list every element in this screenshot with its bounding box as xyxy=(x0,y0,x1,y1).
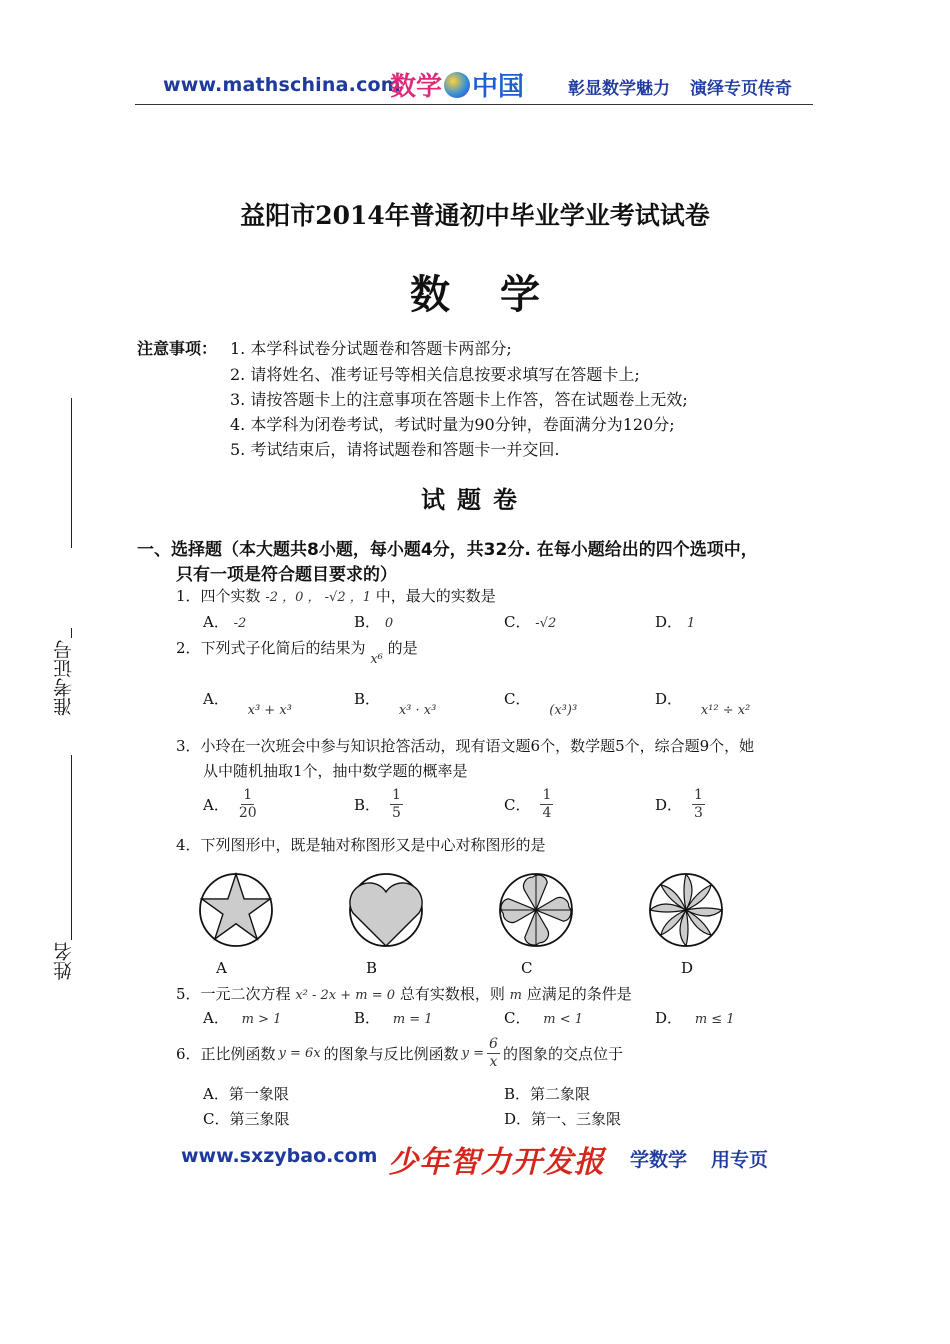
q4-figures xyxy=(190,860,750,960)
side-line-mid-a xyxy=(71,628,72,638)
q6-option-b: B．第二象限 xyxy=(504,1085,591,1103)
q5-stem: 5．一元二次方程 xyxy=(176,985,291,1003)
side-id-label: 准考证号 xyxy=(53,640,75,716)
q6-option-a: A．第一象限 xyxy=(203,1085,289,1103)
footer-url[interactable]: www.sxzybao.com xyxy=(181,1145,378,1167)
q6-fraction: $\frac{6}{x}$ xyxy=(489,1036,498,1070)
part1-heading-cont: 只有一项是符合题目要求的） xyxy=(176,565,397,585)
side-line-mid xyxy=(71,755,72,940)
notice-item: 4. 本学科为闭卷考试，考试时量为90分钟，卷面满分为120分; xyxy=(230,415,675,434)
q2-math: x⁶ xyxy=(370,652,383,667)
q5-math: x² - 2x + m = 0 xyxy=(295,988,396,1003)
q6-math-1: y = 6x xyxy=(278,1045,321,1061)
q5-var: m xyxy=(509,988,522,1003)
question-1 xyxy=(176,585,496,606)
footer-brand-logo: 少年智力开发报 xyxy=(388,1145,605,1180)
figure-label-a: A xyxy=(216,959,227,977)
part1-heading: 一、选择题（本大题共8小题，每小题4分，共32分. 在每小题给出的四个选项中， xyxy=(137,540,758,560)
side-line-top xyxy=(71,398,72,548)
notice-item: 3. 请按答题卡上的注意事项在答题卡上作答，答在试题卷上无效; xyxy=(230,390,688,409)
q5-option-a: A． m > 1 xyxy=(203,1009,282,1027)
question-6 xyxy=(176,1036,623,1071)
side-name-label: 姓名 xyxy=(53,942,75,980)
q5-stem-mid: 总有实数根，则 xyxy=(399,985,505,1003)
q2-option-c: C． (x³)³ xyxy=(504,690,578,718)
figure-a-star-in-circle xyxy=(200,874,272,946)
q6-stem-mid: 的图象与反比例函数 xyxy=(323,1044,459,1063)
q5-option-c: C． m < 1 xyxy=(504,1009,584,1027)
q3-option-b: B． $\frac{1}{5}$ xyxy=(354,787,401,821)
q2-stem-end: 的是 xyxy=(387,639,418,657)
q6-stem: 6．正比例函数 xyxy=(176,1044,276,1063)
question-5 xyxy=(176,983,632,1004)
exam-title: 益阳市2014年普通初中毕业学业考试试卷 xyxy=(240,201,710,230)
q2-option-b: B． x³ · x³ xyxy=(354,690,437,718)
q5-stem-end: 应满足的条件是 xyxy=(526,985,632,1003)
section-title: 试题卷 xyxy=(421,486,529,514)
figure-label-b: B xyxy=(366,959,378,977)
header-divider xyxy=(135,104,813,105)
figure-d-pinwheel-in-circle xyxy=(650,874,722,946)
header-url[interactable]: www.mathschina.com xyxy=(163,74,401,96)
exam-subject: 数学 xyxy=(410,271,590,318)
q1-option-c: C． -√2 xyxy=(504,613,557,631)
q1-option-b: B． 0 xyxy=(354,613,394,631)
q6-option-c: C．第三象限 xyxy=(203,1110,290,1128)
q6-option-d: D．第一、三象限 xyxy=(504,1110,622,1128)
q2-option-a: A． x³ + x³ xyxy=(203,690,292,718)
q3-option-a: A． $\frac{1}{20}$ xyxy=(203,787,257,821)
q3-option-d: D． $\frac{1}{3}$ xyxy=(655,787,703,821)
figure-label-c: C xyxy=(521,959,533,977)
q2-option-d: D． x¹² ÷ x² xyxy=(655,690,751,718)
figure-label-d: D xyxy=(681,959,694,977)
q3-option-c: C． $\frac{1}{4}$ xyxy=(504,787,552,821)
q5-option-b: B． m = 1 xyxy=(354,1009,433,1027)
site-logo xyxy=(390,66,524,103)
header-slogan-2: 演绎专页传奇 xyxy=(690,79,792,99)
q1-values: -2 ，0 ， -√2 ，1 xyxy=(265,590,372,605)
header-slogan-1: 彰显数学魅力 xyxy=(568,79,670,99)
logo-text-1: 数学 xyxy=(390,72,443,102)
q6-stem-end: 的图象的交点位于 xyxy=(502,1044,623,1063)
figure-b-heart-in-circle xyxy=(350,874,422,946)
question-2 xyxy=(176,637,418,667)
q1-option-d: D． 1 xyxy=(655,613,696,631)
q1-stem-end: 中，最大的实数是 xyxy=(375,587,496,605)
figure-c-four-leaf-in-circle xyxy=(499,873,574,948)
footer-slogan-2: 用专页 xyxy=(711,1149,769,1171)
question-4: 4．下列图形中，既是轴对称图形又是中心对称图形的是 xyxy=(176,836,546,854)
q1-stem: 1．四个实数 xyxy=(176,587,261,605)
notice-item: 2. 请将姓名、准考证号等相关信息按要求填写在答题卡上; xyxy=(230,365,640,384)
q5-option-d: D． m ≤ 1 xyxy=(655,1009,735,1027)
footer-slogan-1: 学数学 xyxy=(630,1149,688,1171)
notice-label: 注意事项： xyxy=(137,339,218,358)
notice-item: 5. 考试结束后，请将试题卷和答题卡一并交回. xyxy=(230,440,560,459)
logo-text-2: 中国 xyxy=(472,72,525,102)
notice-item: 1. 本学科试卷分试题卷和答题卡两部分; xyxy=(230,339,512,358)
question-3-cont: 从中随机抽取1个，抽中数学题的概率是 xyxy=(203,762,468,780)
q1-option-a: A． -2 xyxy=(203,613,247,631)
q2-stem: 2．下列式子化简后的结果为 xyxy=(176,639,366,657)
question-3: 3．小玲在一次班会中参与知识抢答活动，现有语文题6个，数学题5个，综合题9个，她 xyxy=(176,737,755,755)
globe-icon xyxy=(444,72,470,98)
q6-math-2: y = xyxy=(461,1045,485,1061)
